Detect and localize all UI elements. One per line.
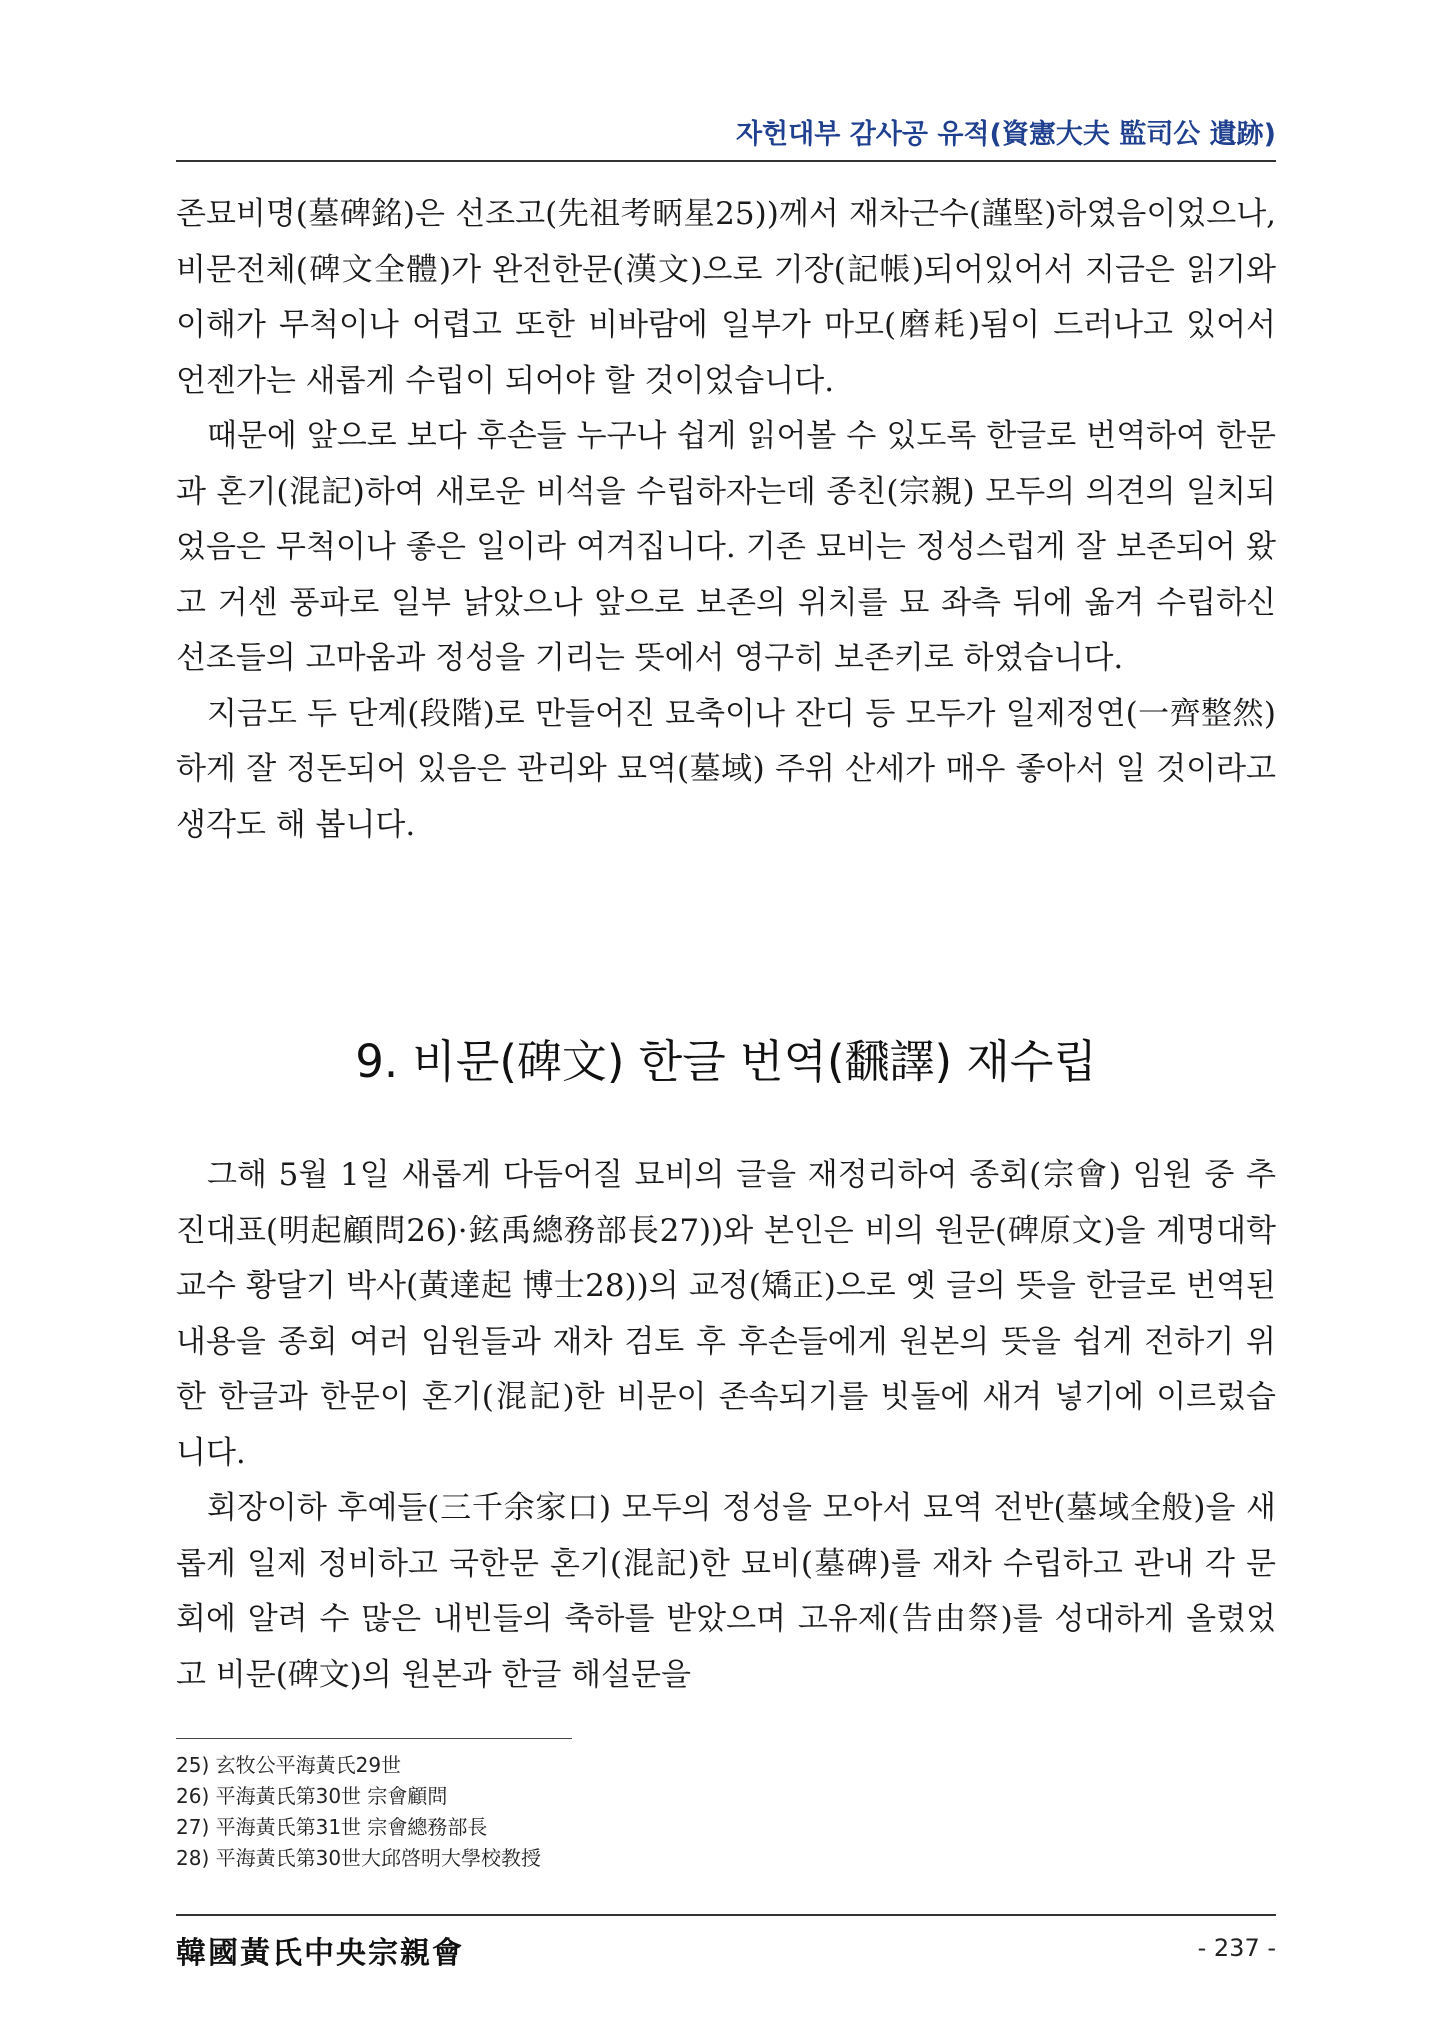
footnote: 27) 平海黃氏第31世 宗會總務部長: [176, 1815, 488, 1839]
page-number: - 237 -: [1197, 1934, 1276, 1962]
footnote: 28) 平海黃氏第30世大邱啓明大學校教授: [176, 1846, 542, 1870]
running-header-title: 자헌대부 감사공 유적(資憲大夫 監司公 遺跡): [735, 119, 1276, 150]
paragraph: 존묘비명(墓碑銘)은 선조고(先祖考昞星25))께서 재차근수(謹堅)하였음이었으나, 비문전체(碑文全體)가 완전한문(漢文)으로 기장(記帳)되어있어서 지금은 읽기와 이해가 무척이나 어렵고 또한 비바람에 일부가 마모(磨耗)됨이 드러나고 있어서 언젠가는 새롭게 수립이 되어야 할 것이었습니다.: [176, 196, 1276, 399]
section-heading: 9. 비문(碑文) 한글 번역(飜譯) 재수립: [355, 1035, 1097, 1088]
paragraph: 때문에 앞으로 보다 후손들 누구나 쉽게 읽어볼 수 있도록 한글로 번역하여 한문과 혼기(混記)하여 새로운 비석을 수립하자는데 종친(宗親) 모두의 의견의 일치되었음은 무척이나 좋은 일이라 여겨집니다. 기존 묘비는 정성스럽게 잘 보존되어 왔고 거센 풍파로 일부 낡았으나 앞으로 보존의 위치를 묘 좌측 뒤에 옮겨 수립하신 선조들의 고마움과 정성을 기리는 뜻에서 영구히 보존키로 하였습니다.: [176, 418, 1276, 676]
header-rule: [176, 160, 1276, 162]
body-section-b: [176, 1148, 1276, 1703]
paragraph: 회장이하 후예들(三千余家口) 모두의 정성을 모아서 묘역 전반(墓域全般)을 새롭게 일제 정비하고 국한문 혼기(混記)한 묘비(墓碑)를 재차 수립하고 관내 각 문회에 알려 수 많은 내빈들의 축하를 받았으며 고유제(告由祭)를 성대하게 올렸었고 비문(碑文)의 원본과 한글 해설문을: [176, 1490, 1276, 1693]
footnote-separator: [176, 1738, 572, 1739]
footer-rule: [176, 1914, 1276, 1916]
paragraph: 그해 5월 1일 새롭게 다듬어질 묘비의 글을 재정리하여 종회(宗會) 임원 중 추진대표(明起顧問26)·鉉禹總務部長27))와 본인은 비의 원문(碑原文)을 계명대학 교수 황달기 박사(黃達起 博士28))의 교정(矯正)으로 옛 글의 뜻을 한글로 번역된 내용을 종회 여러 임원들과 재차 검토 후 후손들에게 원본의 뜻을 쉽게 전하기 위한 한글과 한문이 혼기(混記)한 비문이 존속되기를 빗돌에 새겨 넣기에 이르렀습니다.: [176, 1157, 1276, 1471]
footnotes: [176, 1750, 1076, 1874]
publisher-name: 韓國黃氏中央宗親會: [176, 1936, 464, 1971]
paragraph: 지금도 두 단계(段階)로 만들어진 묘축이나 잔디 등 모두가 일제정연(一齊整然)하게 잘 정돈되어 있음은 관리와 묘역(墓域) 주위 산세가 매우 좋아서 일 것이라고 생각도 해 봅니다.: [176, 695, 1276, 843]
footnote: 26) 平海黃氏第30世 宗會顧問: [176, 1784, 448, 1808]
footnote: 25) 玄牧公平海黃氏29世: [176, 1753, 402, 1777]
body-section-a: [176, 187, 1276, 853]
